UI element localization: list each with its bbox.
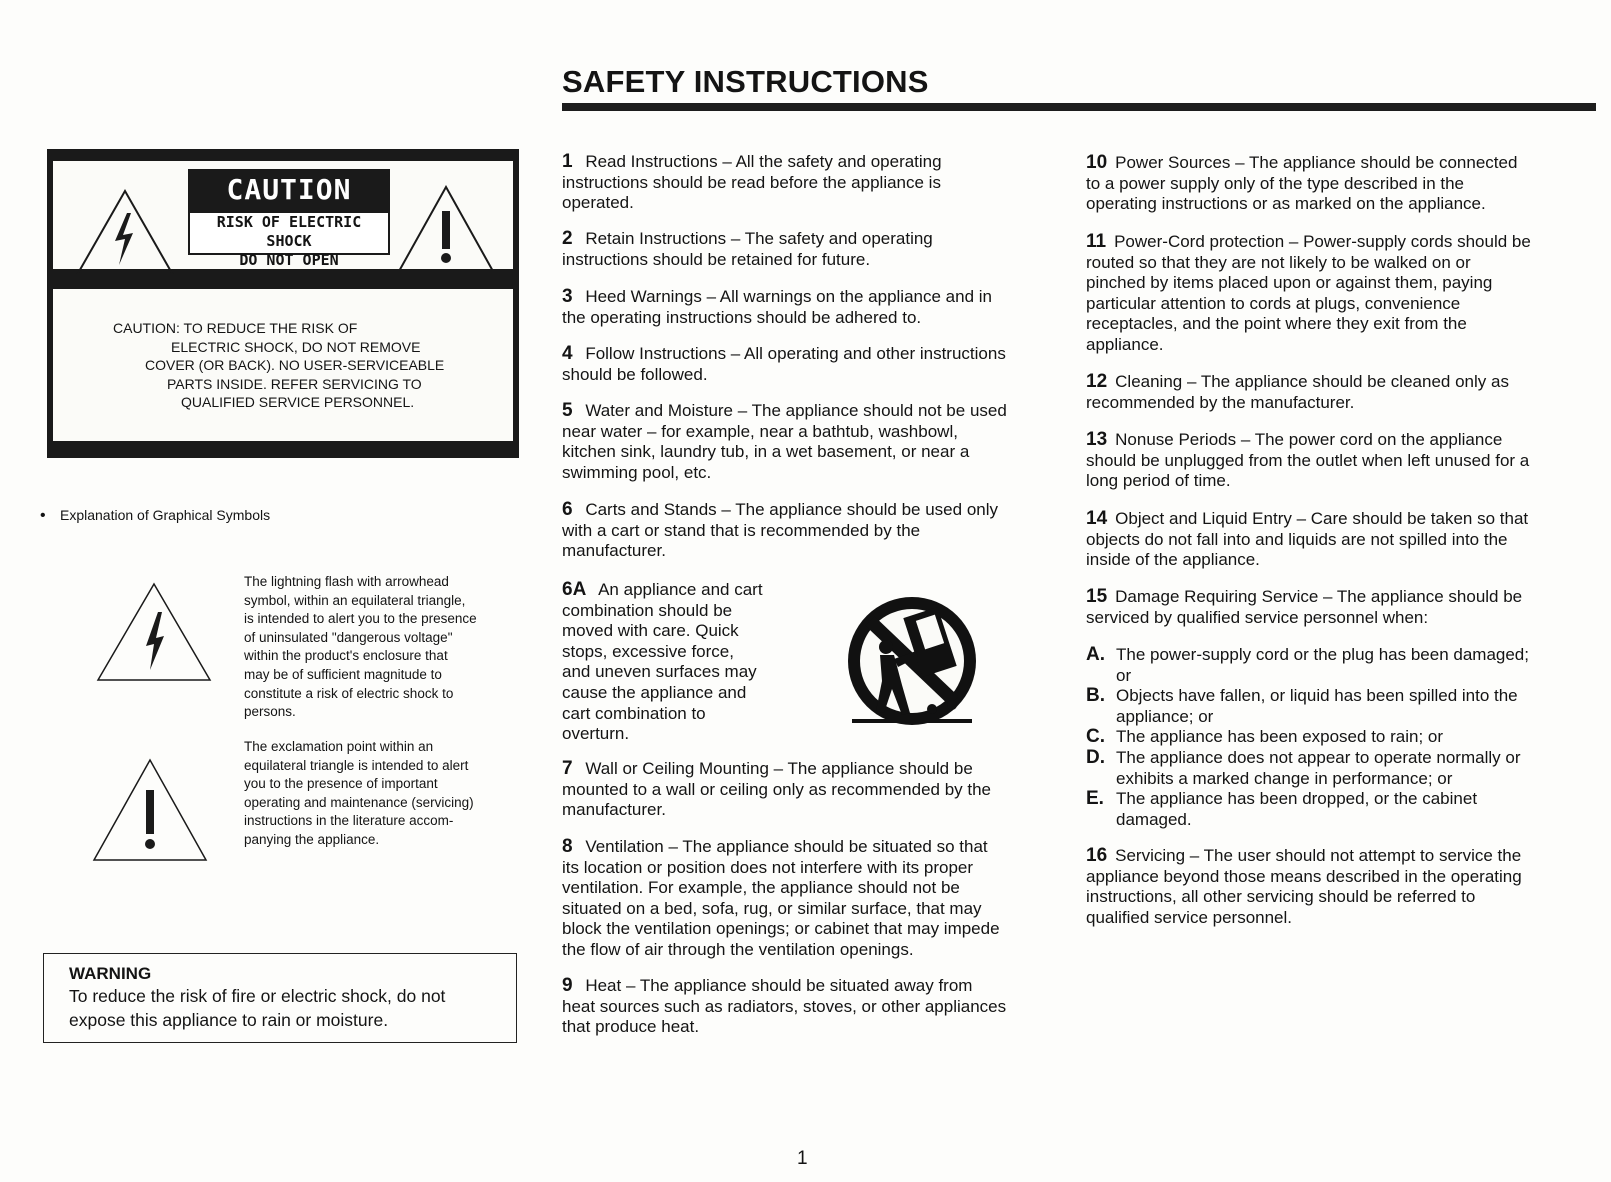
item-line: recommended by the manufacturer. xyxy=(1086,392,1355,412)
item-line: cart combination to xyxy=(562,703,706,723)
symbol-text-line: panying the appliance. xyxy=(244,831,380,847)
subitem-line: The power-supply cord or the plug has been damaged; xyxy=(1116,645,1529,664)
item-line: mounted to a wall or ceiling only as recommended by the xyxy=(562,779,992,799)
caution-label-bottom xyxy=(53,289,513,441)
lightning-symbol-icon xyxy=(96,582,212,682)
caution-text-line: CAUTION: TO REDUCE THE RISK OF xyxy=(113,320,358,336)
instruction-item xyxy=(562,287,992,328)
item-number: 14 xyxy=(1086,508,1108,529)
warning-text-line: To reduce the risk of fire or electric shock, do not xyxy=(69,986,446,1006)
subitem-line: appliance; or xyxy=(1116,706,1214,726)
symbol-text-line: operating and maintenance (servicing) xyxy=(244,794,474,810)
symbol-text-line: may be of sufficient magnitude to xyxy=(244,666,442,682)
item-line: block the ventilation openings; or cabinet that may impede xyxy=(562,919,1000,939)
item-number: 8 xyxy=(562,836,573,857)
symbols-heading-text: Explanation of Graphical Symbols xyxy=(60,507,271,523)
subitem-letter: E. xyxy=(1086,788,1104,809)
symbol-text-line: persons. xyxy=(244,704,296,720)
subitem-letter: B. xyxy=(1086,685,1105,706)
item-line: that produce heat. xyxy=(562,1017,700,1037)
subitem-line: exhibits a marked change in performance; or xyxy=(1116,768,1453,788)
exclamation-warning-icon xyxy=(396,185,496,277)
warning-box xyxy=(43,953,517,1043)
item-line: instructions, all other servicing should be referred to xyxy=(1086,887,1476,907)
item-number: 11 xyxy=(1086,231,1107,252)
item-line: Retain Instructions – The safety and operating xyxy=(585,229,933,248)
symbol-text-line: constitute a risk of electric shock to xyxy=(244,685,454,701)
symbol-text-line: is intended to alert you to the presence xyxy=(244,611,477,627)
item-line: Power Sources – The appliance should be connected xyxy=(1115,153,1518,172)
item-number: 2 xyxy=(562,228,573,249)
caution-box-line1: RISK OF ELECTRIC SHOCK xyxy=(216,213,362,250)
instruction-item xyxy=(1086,846,1522,928)
subitem-line: damaged. xyxy=(1116,809,1192,829)
instruction-item xyxy=(562,344,1006,385)
symbol-text-line: of uninsulated "dangerous voltage" xyxy=(244,629,453,645)
item-line: Nonuse Periods – The power cord on the appliance xyxy=(1115,430,1503,449)
item-line: Follow Instructions – All operating and other instructions xyxy=(585,344,1006,363)
item-line: Servicing – The user should not attempt to service the xyxy=(1115,846,1522,865)
instruction-item xyxy=(562,500,998,562)
subitem-letter: A. xyxy=(1086,644,1105,665)
caution-banner: CAUTION xyxy=(188,169,390,211)
item-line: manufacturer. xyxy=(562,541,666,561)
symbol-text-line: The exclamation point within an xyxy=(244,739,434,754)
exclamation-symbol-text xyxy=(244,738,514,850)
item-line: qualified service personnel. xyxy=(1086,907,1293,927)
item-number: 10 xyxy=(1086,152,1108,173)
lightning-warning-icon xyxy=(75,189,175,277)
item-line: overturn. xyxy=(562,724,630,744)
item-line: Water and Moisture – The appliance should not be used xyxy=(585,401,1007,420)
item-number: 16 xyxy=(1086,845,1108,866)
instruction-item xyxy=(562,152,942,214)
item-line: Carts and Stands – The appliance should be used only xyxy=(585,500,999,519)
instruction-item xyxy=(1086,587,1522,628)
item-line: operated. xyxy=(562,193,634,213)
subitem-line: Objects have fallen, or liquid has been spilled into the xyxy=(1116,686,1518,705)
caution-text-line: PARTS INSIDE. REFER SERVICING TO xyxy=(167,375,422,392)
instruction-item xyxy=(562,837,1000,961)
warning-text xyxy=(69,985,516,1032)
item-line: appliance beyond those means described in the operating xyxy=(1086,866,1522,886)
caution-label-top xyxy=(53,161,513,269)
item-line: should be followed. xyxy=(562,364,708,384)
symbol-text-line: you to the presence of important xyxy=(244,776,438,792)
item-number: 9 xyxy=(562,975,573,996)
item-line: appliance. xyxy=(1086,334,1164,354)
item-line: objects do not fall into and liquids are not spilled into the xyxy=(1086,529,1508,549)
instruction-item xyxy=(1086,509,1528,571)
item-line: the operating instructions should be adhered to. xyxy=(562,307,922,327)
instruction-item xyxy=(1086,430,1529,492)
warning-text-line: expose this appliance to rain or moisture. xyxy=(69,1009,389,1030)
item-line: Ventilation – The appliance should be situated so that xyxy=(585,837,988,856)
subitem-line: The appliance has been dropped, or the cabinet xyxy=(1116,789,1478,808)
item-line: receptacles, and the point where they exit from the xyxy=(1086,314,1467,334)
item-number: 7 xyxy=(562,758,573,779)
item-line: An appliance and cart xyxy=(598,580,763,599)
item-line: Cleaning – The appliance should be cleaned only as xyxy=(1115,372,1509,391)
instruction-item xyxy=(562,580,763,745)
item-line: with a cart or stand that is recommended by the xyxy=(562,520,921,540)
item-line: Read Instructions – All the safety and operating xyxy=(585,152,942,171)
item-line: ventilation. For example, the appliance should not be xyxy=(562,878,960,898)
bullet-icon: • xyxy=(40,507,46,524)
subitem-line: The appliance has been exposed to rain; or xyxy=(1116,727,1444,746)
item-line: Object and Liquid Entry – Care should be taken so that xyxy=(1115,509,1529,528)
exclamation-symbol-icon xyxy=(92,758,208,862)
symbol-text-line: within the product's enclosure that xyxy=(244,648,448,664)
symbol-text-line: The lightning flash with arrowhead xyxy=(244,574,449,589)
item-number: 3 xyxy=(562,286,573,307)
item-number: 6A xyxy=(562,579,587,600)
caution-text-line: QUALIFIED SERVICE PERSONNEL. xyxy=(181,394,415,410)
item-line: inside of the appliance. xyxy=(1086,550,1260,570)
symbol-text-line: symbol, within an equilateral triangle, xyxy=(244,592,466,608)
item-line: moved with care. Quick xyxy=(562,621,739,641)
item-line: instructions should be read before the appliance is xyxy=(562,172,941,192)
item-line: Power-Cord protection – Power-supply cords should be xyxy=(1114,232,1531,251)
subitem-line: or xyxy=(1116,665,1132,685)
item-number: 15 xyxy=(1086,586,1108,607)
instruction-item xyxy=(562,229,933,270)
item-line: kitchen sink, laundry tub, in a wet basement, or near a xyxy=(562,442,970,462)
item-line: instructions should be retained for future. xyxy=(562,249,871,269)
item-line: near water – for example, near a bathtub, washbowl, xyxy=(562,421,958,441)
item-number: 12 xyxy=(1086,371,1108,392)
item-number: 1 xyxy=(562,151,573,172)
item-number: 6 xyxy=(562,499,573,520)
item-line: manufacturer. xyxy=(562,800,666,820)
symbol-text-line: equilateral triangle is intended to alert xyxy=(244,757,469,773)
item-line: situated on a bed, sofa, rug, or similar surface, that may xyxy=(562,898,982,918)
item-line: Heed Warnings – All warnings on the appliance and in xyxy=(585,287,992,306)
warning-title: WARNING xyxy=(69,964,152,983)
item-line: should be unplugged from the outlet when left unused for a xyxy=(1086,450,1530,470)
caution-box xyxy=(188,211,390,269)
caution-text-line: ELECTRIC SHOCK, DO NOT REMOVE xyxy=(171,338,421,355)
item-line: its location or position does not interfere with its proper xyxy=(562,857,974,877)
item-line: combination should be xyxy=(562,600,733,620)
title-rule xyxy=(562,103,1596,111)
item-number: 5 xyxy=(562,400,573,421)
instruction-item xyxy=(562,759,991,821)
instruction-item xyxy=(1086,153,1517,215)
subitem-line: The appliance does not appear to operate normally or xyxy=(1116,748,1521,767)
item-line: heat sources such as radiators, stoves, or other appliances xyxy=(562,996,1007,1016)
cart-tipover-warning-icon xyxy=(836,593,998,743)
item-line: operating instructions or as marked on the appliance. xyxy=(1086,194,1486,214)
item-line: stops, excessive force, xyxy=(562,641,734,661)
item-line: cause the appliance and xyxy=(562,682,747,702)
subitem-letter: D. xyxy=(1086,747,1105,768)
instruction-item xyxy=(1086,232,1531,356)
item-line: Heat – The appliance should be situated away from xyxy=(585,976,973,995)
caution-text xyxy=(53,319,513,412)
item-line: Damage Requiring Service – The appliance should be xyxy=(1115,587,1523,606)
page-title: SAFETY INSTRUCTIONS xyxy=(562,64,929,99)
item-number: 13 xyxy=(1086,429,1108,450)
caution-box-line2: DO NOT OPEN xyxy=(239,251,339,269)
symbols-heading xyxy=(40,507,270,525)
item-line: and uneven surfaces may xyxy=(562,662,757,682)
symbol-text-line: instructions in the literature accom- xyxy=(244,813,454,829)
item-line: Wall or Ceiling Mounting – The appliance should be xyxy=(585,759,973,778)
item-line: long period of time. xyxy=(1086,471,1231,491)
subitem-letter: C. xyxy=(1086,726,1105,747)
item-line: routed so that they are not likely to be walked on or xyxy=(1086,252,1471,272)
item-line: swimming pool, etc. xyxy=(562,462,712,482)
item-line: pinched by items placed upon or against them, paying xyxy=(1086,273,1493,293)
item-number: 4 xyxy=(562,343,573,364)
caution-label xyxy=(47,149,519,458)
item-line: serviced by qualified service personnel when: xyxy=(1086,607,1429,627)
item-line: to a power supply only of the type described in the xyxy=(1086,173,1465,193)
page-number: 1 xyxy=(797,1148,808,1169)
instruction-item xyxy=(562,976,1006,1038)
item-line: the flow of air through the ventilation openings. xyxy=(562,939,914,959)
instruction-item xyxy=(1086,372,1509,413)
instruction-item xyxy=(562,401,1007,483)
lightning-symbol-text xyxy=(244,573,514,722)
caution-text-line: COVER (OR BACK). NO USER-SERVICEABLE xyxy=(145,357,445,373)
item-line: particular attention to cords at plugs, convenience xyxy=(1086,293,1461,313)
